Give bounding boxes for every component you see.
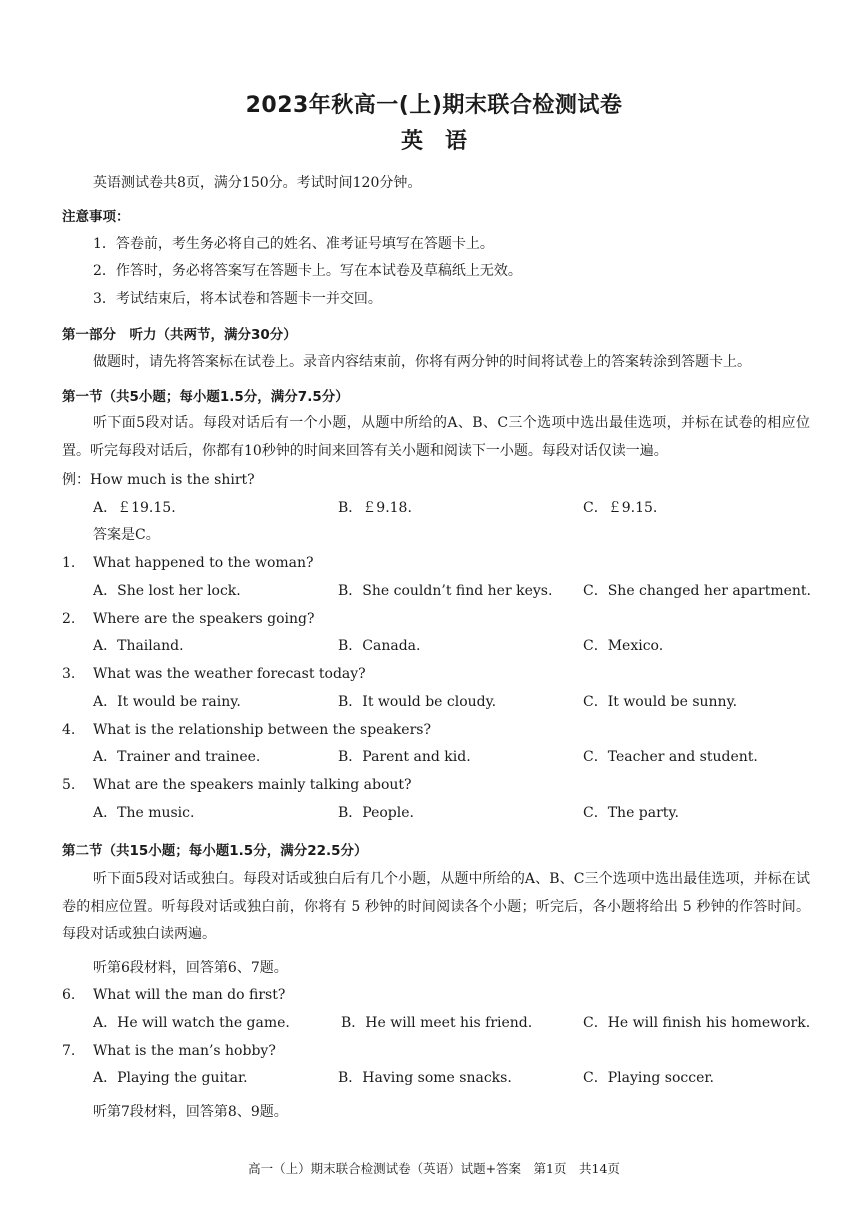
question-text: What was the weather forecast today? (93, 666, 366, 682)
subject-title: 英语 (400, 129, 489, 154)
option-a: A．He will watch the game. (93, 1015, 290, 1031)
option-c: C．It would be sunny. (583, 694, 738, 710)
note-item: 1．答卷前，考生务必将自己的姓名、准考证号填写在答题卡上。 (93, 236, 494, 252)
example-option-a: A．￡19.15. (93, 500, 176, 516)
option-c: C．Playing soccer. (583, 1070, 714, 1086)
material-note: 听第6段材料，回答第6、7题。 (93, 960, 288, 976)
note-item: 3．考试结束后，将本试卷和答题卡一并交回。 (93, 291, 382, 307)
option-b: B．Canada. (338, 638, 421, 654)
question-number: 3. (62, 666, 76, 682)
example-question: 例：How much is the shirt? (62, 472, 255, 488)
option-b: B．Parent and kid. (338, 749, 471, 765)
intro-text: 英语测试卷共8页，满分150分。考试时间120分钟。 (93, 175, 422, 191)
option-a: A．The music. (93, 805, 195, 821)
option-a: A．It would be rainy. (93, 694, 241, 710)
option-a: A．She lost her lock. (93, 583, 241, 599)
section1-heading: 第一节（共5小题；每小题1.5分，满分7.5分） (62, 389, 349, 405)
question-text: What is the man’s hobby? (93, 1043, 276, 1059)
question-number: 5. (62, 777, 76, 793)
option-b: B．He will meet his friend. (341, 1015, 533, 1031)
page-footer: 高一（上）期末联合检测试卷（英语）试题+答案 第1页 共14页 (248, 1161, 620, 1176)
example-option-c: C．￡9.15. (583, 500, 658, 516)
example-answer: 答案是C。 (93, 527, 160, 543)
part1-heading: 第一部分 听力（共两节，满分30分） (62, 327, 297, 343)
example-option-b: B．￡9.18. (338, 500, 412, 516)
section2-instruction: 听下面5段对话或独白。每段对话或独白后有几个小题，从题中所给的A、B、C三个选项中选出最佳选项，并标在试卷的相应位置。听每段对话或独白前，你将有 5 秒钟的时间阅读各个小题；听完后，各小题将给出 5 秒钟的作答时间。每段对话或独白读两遍。 (62, 871, 810, 942)
section2-heading: 第二节（共15小题；每小题1.5分，满分22.5分） (62, 843, 368, 859)
question-text: What happened to the woman? (93, 555, 314, 571)
part1-instruction: 做题时，请先将答案标在试卷上。录音内容结束前，你将有两分钟的时间将试卷上的答案转涂到答题卡上。 (93, 354, 751, 370)
question-text: What is the relationship between the speakers? (93, 722, 431, 738)
question-number: 6. (62, 987, 76, 1003)
option-c: C．The party. (583, 805, 679, 821)
notes-heading: 注意事项： (62, 209, 130, 225)
option-c: C．Mexico. (583, 638, 664, 654)
question-number: 2. (62, 611, 76, 627)
section1-instruction: 听下面5段对话。每段对话后有一个小题，从题中所给的A、B、C三个选项中选出最佳选项，并标在试卷的相应位置。听完每段对话后，你都有10秒钟的时间来回答有关小题和阅读下一小题。每段对话仅读一遍。 (62, 415, 810, 459)
option-b: B．Having some snacks. (338, 1070, 512, 1086)
option-b: B．It would be cloudy. (338, 694, 497, 710)
option-a: A．Thailand. (93, 638, 184, 654)
option-b: B．People. (338, 805, 414, 821)
question-text: Where are the speakers going? (93, 611, 315, 627)
note-item: 2．作答时，务必将答案写在答题卡上。写在本试卷及草稿纸上无效。 (93, 263, 522, 279)
question-text: What will the man do first? (93, 987, 286, 1003)
option-c: C．She changed her apartment. (583, 583, 812, 599)
question-number: 4. (62, 722, 76, 738)
exam-title: 2023年秋高一(上)期末联合检测试卷 (245, 93, 623, 118)
question-number: 7. (62, 1043, 76, 1059)
question-number: 1. (62, 555, 76, 571)
option-b: B．She couldn’t find her keys. (338, 583, 553, 599)
question-text: What are the speakers mainly talking about? (93, 777, 412, 793)
option-c: C．He will finish his homework. (583, 1015, 811, 1031)
material-note: 听第7段材料，回答第8、9题。 (93, 1104, 288, 1120)
option-c: C．Teacher and student. (583, 749, 758, 765)
option-a: A．Playing the guitar. (93, 1070, 248, 1086)
option-a: A．Trainer and trainee. (93, 749, 261, 765)
